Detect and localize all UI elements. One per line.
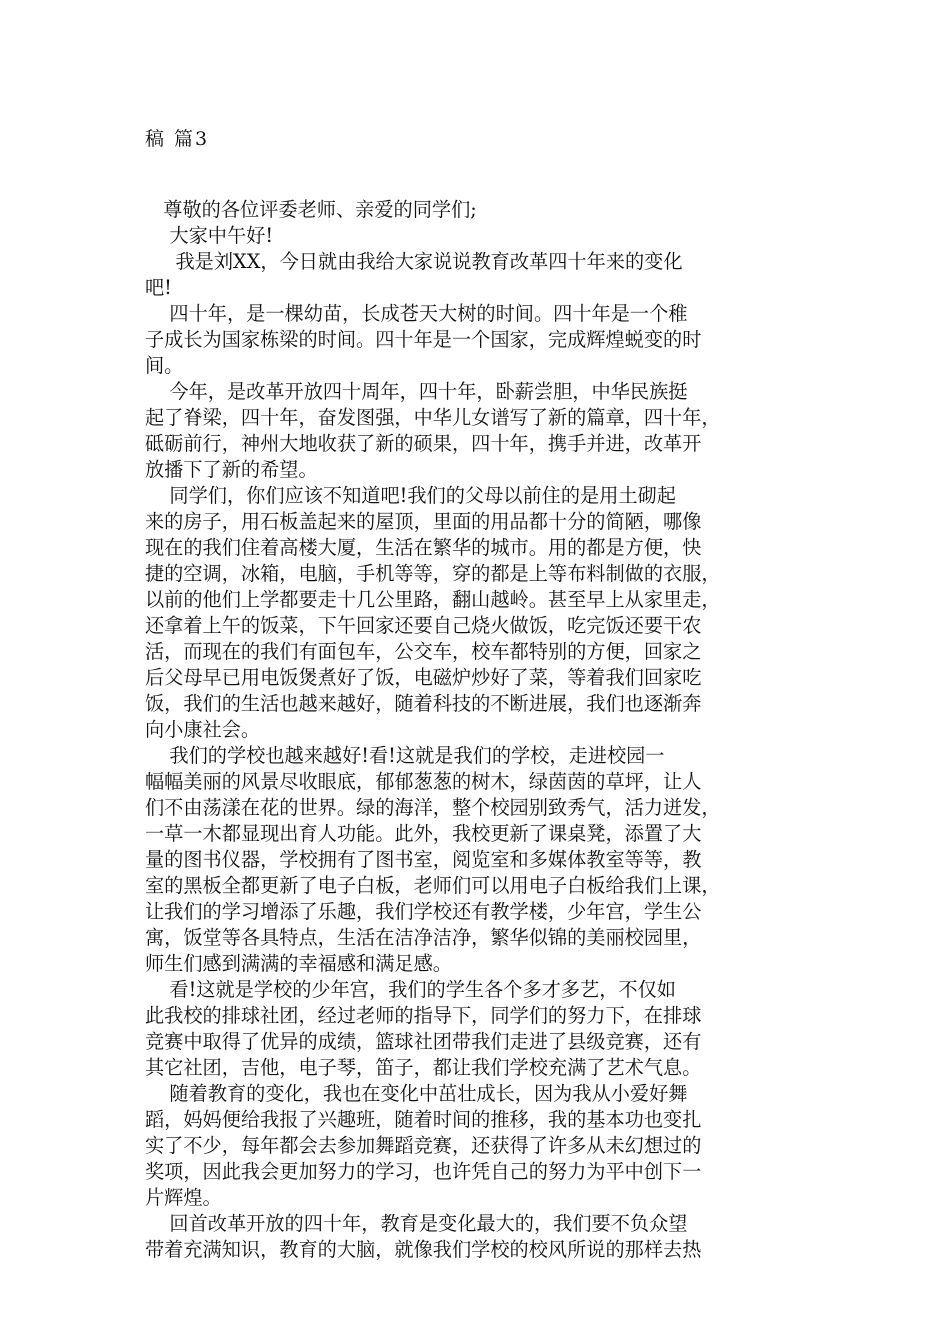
text-line: 一草一木都显现出育人功能。此外，我校更新了课桌凳，添置了大 xyxy=(145,822,702,845)
text-line: 同学们，你们应该不知道吧!我们的父母以前住的是用土砌起 xyxy=(145,484,676,507)
text-line: 以前的他们上学都要走十几公里路，翻山越岭。甚至早上从家里走， xyxy=(145,588,721,611)
text-line: 活，而现在的我们有面包车，公交车，校车都特别的方便，回家之 xyxy=(145,640,702,663)
section-heading: 稿 篇3 xyxy=(145,128,210,150)
text-line: 师生们感到满满的幸福感和满足感。 xyxy=(145,952,452,975)
text-line: 尊敬的各位评委老师、亲爱的同学们; xyxy=(145,198,477,221)
text-line: 砥砺前行，神州大地收获了新的硕果，四十年，携手并进，改革开 xyxy=(145,432,702,455)
text-line: 今年，是改革开放四十周年，四十年，卧薪尝胆，中华民族挺 xyxy=(145,380,688,403)
text-line: 量的图书仪器，学校拥有了图书室，阅览室和多媒体教室等等，教 xyxy=(145,848,702,871)
text-line: 大家中午好! xyxy=(145,224,274,247)
text-line: 向小康社会。 xyxy=(145,718,261,741)
text-line: 奖项，因此我会更加努力的学习，也许凭自己的努力为平中创下一 xyxy=(145,1160,702,1183)
text-line: 蹈，妈妈便给我报了兴趣班，随着时间的推移，我的基本功也变扎 xyxy=(145,1108,702,1131)
text-line: 看!这就是学校的少年宫，我们的学生各个多才多艺，不仅如 xyxy=(145,978,676,1001)
text-line: 后父母早已用电饭煲煮好了饭，电磁炉炒好了菜，等着我们回家吃 xyxy=(145,666,702,689)
text-line: 回首改革开放的四十年，教育是变化最大的，我们要不负众望 xyxy=(145,1212,688,1235)
text-line: 起了脊梁，四十年，奋发图强，中华儿女谱写了新的篇章，四十年， xyxy=(145,406,721,429)
text-line: 来的房子，用石板盖起来的屋顶，里面的用品都十分的简陋，哪像 xyxy=(145,510,702,533)
text-line: 现在的我们住着高楼大厦，生活在繁华的城市。用的都是方便，快 xyxy=(145,536,702,559)
text-line: 吧! xyxy=(145,276,172,299)
text-line: 饭，我们的生活也越来越好，随着科技的不断进展，我们也逐渐奔 xyxy=(145,692,702,715)
text-line: 片辉煌。 xyxy=(145,1186,222,1209)
text-line: 我是刘XX，今日就由我给大家说说教育改革四十年来的变化 xyxy=(145,250,683,273)
text-line: 实了不少，每年都会去参加舞蹈竞赛，还获得了许多从未幻想过的 xyxy=(145,1134,702,1157)
text-line: 室的黑板全都更新了电子白板，老师们可以用电子白板给我们上课， xyxy=(145,874,721,897)
text-line: 放播下了新的希望。 xyxy=(145,458,318,481)
speech-body xyxy=(145,197,813,1263)
text-line: 幅幅美丽的风景尽收眼底，郁郁葱葱的树木，绿茵茵的草坪，让人 xyxy=(145,770,702,793)
text-line: 其它社团，吉他，电子琴，笛子，都让我们学校充满了艺术气息。 xyxy=(145,1056,702,1079)
text-line: 们不由荡漾在花的世界。绿的海洋，整个校园别致秀气，活力迸发， xyxy=(145,796,721,819)
text-line: 还拿着上午的饭菜，下午回家还要自己烧火做饭，吃完饭还要干农 xyxy=(145,614,702,637)
text-line: 随着教育的变化，我也在变化中茁壮成长，因为我从小爱好舞 xyxy=(145,1082,688,1105)
text-line: 此我校的排球社团，经过老师的指导下，同学们的努力下，在排球 xyxy=(145,1004,702,1027)
text-line: 子成长为国家栋梁的时间。四十年是一个国家，完成辉煌蜕变的时 xyxy=(145,328,702,351)
text-line: 间。 xyxy=(145,354,184,377)
text-line: 我们的学校也越来越好!看!这就是我们的学校，走进校园一 xyxy=(145,744,665,767)
text-line: 四十年，是一棵幼苗，长成苍天大树的时间。四十年是一个稚 xyxy=(145,302,688,325)
text-line: 让我们的学习增添了乐趣，我们学校还有教学楼，少年宫，学生公 xyxy=(145,900,702,923)
text-line: 捷的空调，冰箱，电脑，手机等等，穿的都是上等布料制做的衣服， xyxy=(145,562,721,585)
text-line: 寓，饭堂等各具特点，生活在洁净洁净，繁华似锦的美丽校园里， xyxy=(145,926,702,949)
text-line: 竞赛中取得了优异的成绩，篮球社团带我们走进了县级竞赛，还有 xyxy=(145,1030,702,1053)
text-line: 带着充满知识，教育的大脑，就像我们学校的校风所说的那样去热 xyxy=(145,1238,702,1261)
